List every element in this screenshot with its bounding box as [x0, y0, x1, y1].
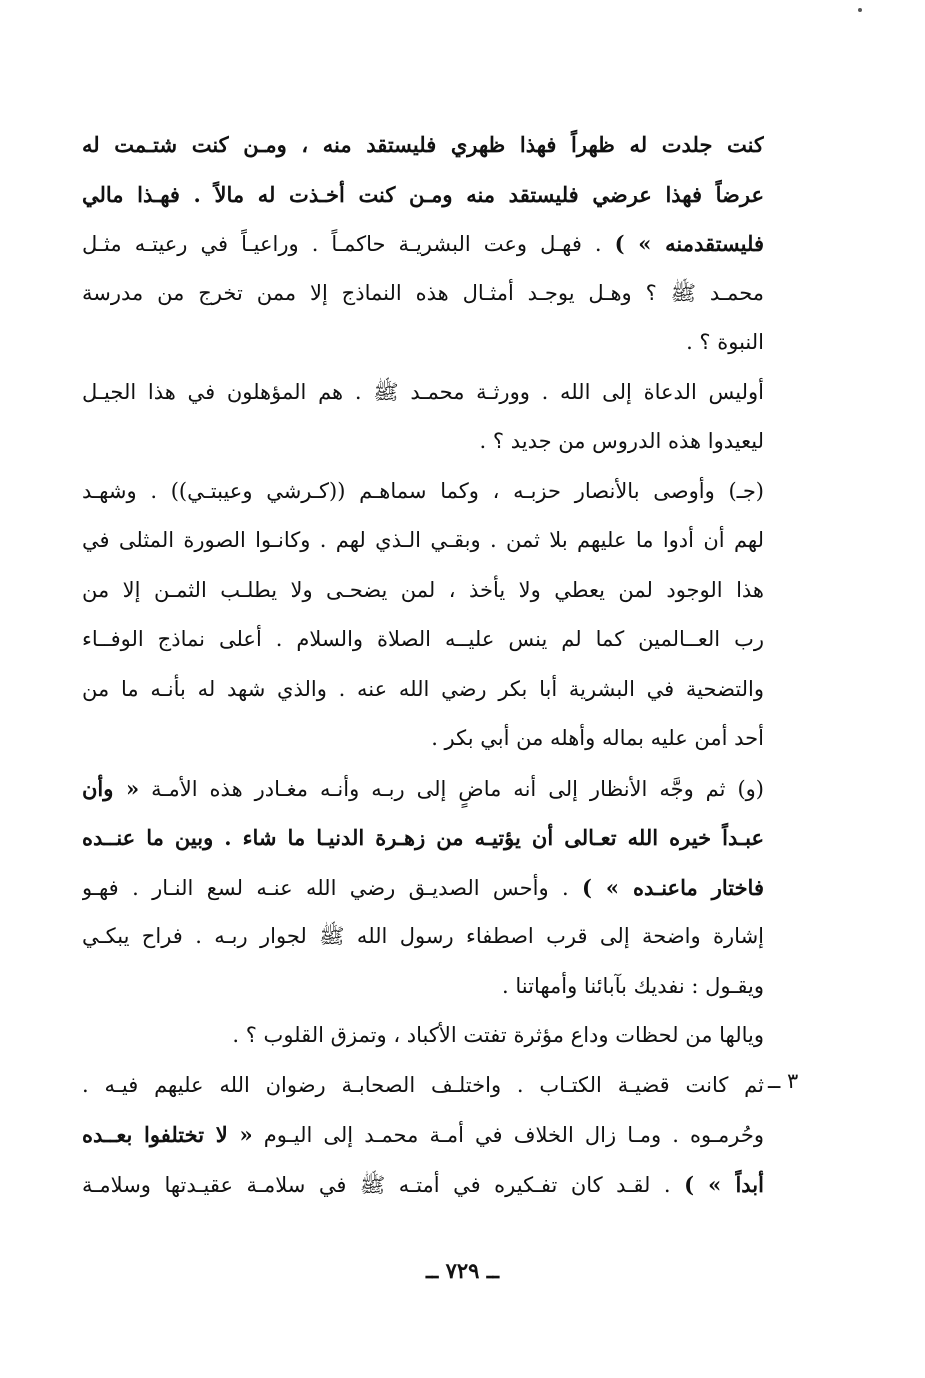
text-segment: رب العــالمين كما لم ينس عليــه الصلاة والسلام . أعلى نماذج الوفــاء — [82, 627, 764, 651]
text-segment: أحد أمن عليه بماله وأهله من أبي بكر . — [431, 726, 764, 750]
text-line — [82, 120, 764, 170]
text-line — [82, 1061, 764, 1111]
bold-segment: « وأن — [82, 775, 140, 801]
text-line — [82, 368, 764, 418]
text-line — [82, 467, 764, 517]
text-line — [82, 863, 764, 913]
text-segment: ويقـول : نفديك بآبائنا وأمهاتنا . — [502, 973, 764, 998]
text-line — [82, 615, 764, 665]
bold-segment: « لا تختلفوا بعــده — [82, 1122, 253, 1147]
text-segment: (جـ) وأوصى بالأنصار حزبـه ، وكما سماهـم ((كـرشي وعيبتـي)) . وشهـد — [82, 478, 764, 503]
text-segment: (و) ثم وجَّه الأنظار إلى أنه ماضٍ إلى ربـه وأنـه مغـادر هذه الأمـة — [139, 776, 764, 801]
text-segment: وحُرمـوه . ومـا زال الخلاف في أمـة محمـد إلى اليـوم — [252, 1123, 764, 1147]
text-segment: محمـد ﷺ ؟ وهـل يوجـد أمثـال هذه النماذج إلا ممن تخرج من مدرسة — [82, 280, 764, 305]
corner-dot-mark — [858, 8, 862, 12]
bold-segment: أبداً » ) — [684, 1171, 764, 1197]
text-segment: أوليس الدعاة إلى الله . وورثـة محمـد ﷺ . هم المؤهلون في هذا الجيـل — [82, 379, 764, 404]
text-line — [82, 566, 764, 616]
text-segment: ليعيدوا هذه الدروس من جديد ؟ . — [479, 429, 764, 453]
text-segment: هذا الوجود لمن يعطي ولا يأخذ ، لمن يضحـى ولا يطلـب الثمـن إلا من — [82, 577, 764, 602]
text-segment: . لقـد كان تفـكيره في أمتـه ﷺ في سلامـة عقيـدتها وسلامـة — [82, 1172, 685, 1197]
text-segment: إشارة واضحة إلى قرب اصطفاء رسول الله ﷺ لجوار ربـه . فراح يبكـي — [82, 924, 764, 948]
text-line — [82, 764, 764, 814]
text-line — [82, 417, 764, 467]
text-line — [82, 1011, 764, 1061]
text-segment: ويالها من لحظات وداع مؤثرة تفتت الأكباد ، وتمزق القلوب ؟ . — [232, 1023, 764, 1047]
bold-segment: عرضاً فهذا عرضي فليستقد منه ومـن كنت أخـذت له مالاً . فهـذا مالي — [82, 181, 764, 207]
text-line — [82, 714, 764, 764]
text-line — [82, 269, 764, 319]
item-marker: ٣ ــ — [768, 1069, 799, 1093]
text-line — [82, 962, 764, 1012]
text-segment: لهم أن أدوا ما عليهم بلا ثمن . وبقـي الـذي لهم . وكانـوا الصورة المثلى في — [82, 528, 764, 552]
text-line — [82, 912, 764, 962]
text-segment: ثم كانت قضيـة الكتـاب . واختلـف الصحابـة رضوان الله عليهم فيـه . — [82, 1072, 764, 1097]
bold-segment: كنت جلدت له ظهراً فهذا ظهري فليستقد منه ، ومـن كنت شتـمت له — [82, 132, 764, 157]
text-segment: . وأحس الصديـق رضي الله عنـه لسع النـار . فهـو — [82, 875, 582, 900]
bold-segment: فليستقدمنه » ) — [614, 231, 764, 256]
text-line — [82, 318, 764, 368]
bold-segment: عبـداً خيره الله تعـالى أن يؤتيـه من زهـرة الدنيـا ما شاء . وبين ما عنــده — [82, 825, 764, 850]
text-line — [82, 813, 764, 863]
text-line — [82, 516, 764, 566]
text-line — [82, 1160, 764, 1210]
text-line — [82, 665, 764, 715]
text-line — [82, 1110, 764, 1160]
body-text — [82, 120, 764, 1209]
text-segment: والتضحية في البشرية أبا بكر رضي الله عنه . والذي شهد له بأنـه ما من — [82, 676, 764, 701]
bold-segment: فاختار ماعنـده » ) — [582, 874, 764, 900]
text-segment: النبوة ؟ . — [686, 330, 764, 354]
text-line — [82, 219, 764, 269]
text-line — [82, 170, 764, 220]
text-segment: . فهـل وعت البشريـة حاكمـاً . وراعيـاً في رعيتـه مثـل — [82, 232, 615, 256]
page-number: ــ ٧٢٩ ــ — [425, 1258, 500, 1283]
